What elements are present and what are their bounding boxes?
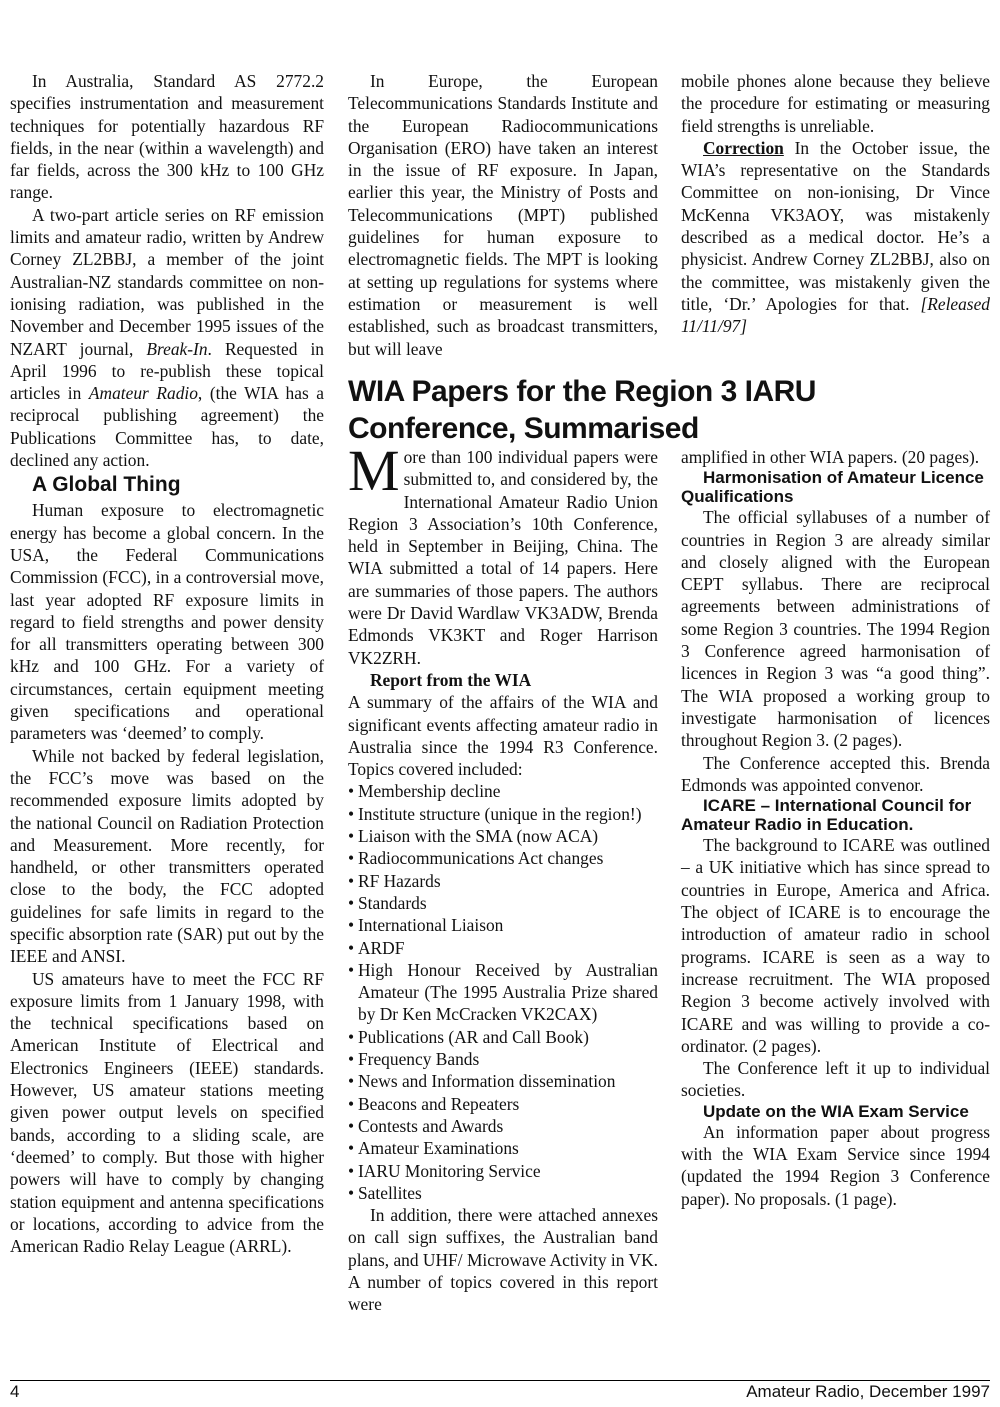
list-item: • Contests and Awards <box>348 1115 504 1136</box>
column-right-top <box>681 70 990 338</box>
list-item: • Beacons and Repeaters <box>348 1093 520 1114</box>
paragraph-as2772: In Australia, Standard AS 2772.2 specifies instrumentation and measurement techniques for potentially hazardous RF fields, in the near (within a wavelength) and far fields, across the 300 kHz to 100 GHz range. <box>10 71 324 203</box>
paragraph-icare-outcome: The Conference left it up to individual societies. <box>681 1058 990 1101</box>
journal-name: Break-In <box>146 338 208 359</box>
paragraph-europe-japan: In Europe, the European Telecommunications Standards Institute and the European Radiocommunications Organisation (ERO) have taken an interest in the issue of RF exposure. In Japan, earlier this year, the Ministry of Posts and Telecommunications (MPT) published guidelines for human exposure to electromagnetic fields. The MPT is looking at setting up regulations for systems where estimation or measurement is well established, such as broadcast transmitters, but will leave <box>348 71 658 359</box>
list-item: • Institute structure (unique in the region!) <box>348 803 642 824</box>
release-date: [Released 11/11/97] <box>681 293 990 337</box>
topics-list <box>348 780 658 1204</box>
paragraph-annexes-continued: amplified in other WIA papers. (20 pages). <box>681 447 980 467</box>
subheading-icare: ICARE – International Council for Amateur Radio in Education. <box>681 796 972 835</box>
column-middle-top <box>348 70 658 360</box>
paragraph-exam-service: An information paper about progress with the WIA Exam Service since 1994 (updated the 1994 Region 3 Conference paper). No proposals. (1 page). <box>681 1121 990 1209</box>
section-heading-global-thing: A Global Thing <box>32 473 181 497</box>
paragraph-mobile-phones: mobile phones alone because they believe the procedure for estimating or measuring field strengths is unreliable. <box>681 71 990 136</box>
subheading-report: Report from the WIA <box>370 669 532 690</box>
list-item: • High Honour Received by Australian Amateur (The 1995 Australia Prize shared by Dr Ken McCracken VK2CAX) <box>348 959 658 1025</box>
list-item: • News and Information dissemination <box>348 1071 616 1092</box>
drop-cap: M <box>348 438 400 503</box>
paragraph-annexes: In addition, there were attached annexes on call sign suffixes, the Australian band plans, and UHF/ Microwave Activity in VK. A number of topics covered in this report were <box>348 1205 658 1315</box>
paragraph-fcc-move: While not backed by federal legislation, the FCC’s move was based on the recommended exposure limits adopted by the national Council on Radiation Protection and Measurement. More recently, for handheld, or other transmitters operated close to the body, the FCC adopted guidelines for safe limits in regard to the specific absorption rate (SAR) put out by the IEEE and ANSI. <box>10 745 324 967</box>
paragraph-harmonisation-outcome: The Conference accepted this. Brenda Edmonds was appointed convenor. <box>681 752 990 795</box>
paragraph-intro: More than 100 individual papers were submitted to, and considered by, the International Amateur Radio Union Region 3 Association’s 10th Conference, held in September in Beijing, China. The WIA submitted a total of 14 papers. Here are summaries of those papers. The authors were Dr David Wardlaw VK3ADW, Brenda Edmonds VK3KT and Roger Harrison VK2ZRH. <box>348 438 658 668</box>
magazine-name: Amateur Radio <box>88 383 198 404</box>
list-item: • Standards <box>348 892 427 913</box>
paragraph-report-intro: A summary of the affairs of the WIA and significant events affecting amateur radio in Australia since the 1994 R3 Conference. Topics covered included: <box>348 692 658 780</box>
list-item: • Publications (AR and Call Book) <box>348 1026 589 1047</box>
paragraph-icare: The background to ICARE was outlined – a UK initiative which has since spread to countries in Europe, America and Africa. The object of ICARE is to encourage the introduction of amateur radio in school programs. ICARE is seen as a way to increase recruitment. The WIA proposed Region 3 become actively involved with ICARE and was willing to provide a co-ordinator. (2 pages). <box>681 835 990 1056</box>
page-number: 4 <box>10 1382 20 1401</box>
paragraph-human-exposure: Human exposure to electromagnetic energy has become a global concern. In the USA, the Federal Communications Commission (FCC), in a controversial move, last year adopted RF exposure limits in regard to field strengths and power density for all transmitters operating between 300 kHz and 100 GHz. For a variety of circumstances, certain equipment meeting given specifications and operational parameters was ‘deemed’ to comply. <box>10 500 324 744</box>
list-item: • International Liaison <box>348 915 504 936</box>
footer-divider <box>10 1380 990 1381</box>
article-title: WIA Papers for the Region 3 IARU Conference, Summarised <box>348 375 816 445</box>
list-item: • Amateur Examinations <box>348 1138 519 1159</box>
paragraph-article-series: A two-part article series on RF emission limits and amateur radio, written by Andrew Corney ZL2BBJ, a member of the joint Australian-NZ standards committee on non-ionising radiation, was published in the November and December 1995 issues of the NZART journal, Break-In. Requested in April 1996 to re-publish these topical articles in Amateur Radio, (the WIA has a reciprocal publishing agreement) the Publications Committee has, to date, declined any action. <box>10 204 325 471</box>
subheading-exam-service: Update on the WIA Exam Service <box>703 1101 969 1121</box>
list-item: • IARU Monitoring Service <box>348 1160 541 1181</box>
list-item: • Radiocommunications Act changes <box>348 848 604 869</box>
list-item: • Satellites <box>348 1182 422 1203</box>
publication-info: Amateur Radio, December 1997 <box>746 1382 990 1401</box>
column-right-article <box>681 446 990 1210</box>
list-item: • RF Hazards <box>348 870 441 891</box>
list-item: • Liaison with the SMA (now ACA) <box>348 826 599 847</box>
paragraph-harmonisation: The official syllabuses of a number of countries in Region 3 are already similar and closely aligned with the European CEPT syllabus. There are reciprocal agreements between administrations of some Region 3 countries. The 1994 Region 3 Conference agreed harmonisation of licences in Region 3 was “a good thing”. The WIA proposed a working group to investigate harmonisation of licences throughout Region 3. (2 pages). <box>681 507 990 751</box>
column-left <box>10 70 324 1257</box>
paragraph-correction: Correction In the October issue, the WIA’s representative on the Standards Committee on non-ionising, Dr Vince McKenna VK3AOY, was mistakenly described as a medical doctor. He’s a physicist. Andrew Corney ZL2BBJ, also on the committee, was mistakenly given the title, ‘Dr.’ Apologies for that. [Released 11/11/97] <box>681 137 990 337</box>
list-item: • ARDF <box>348 937 405 958</box>
paragraph-us-amateurs: US amateurs have to meet the FCC RF exposure limits from 1 January 1998, with the technical specifications based on American Institute of Electrical and Electronics Engineers (IEEE) standards. However, US amateur stations meeting given power output levels on specified bands, according to a sliding scale, are ‘deemed’ to comply. But those with higher powers will have to comply by changing station equipment and antenna specifications or locations, according to advice from the American Radio Relay League (ARRL). <box>10 968 324 1257</box>
correction-label: Correction <box>703 137 784 158</box>
subheading-harmonisation: Harmonisation of Amateur Licence Qualifications <box>681 468 984 507</box>
list-item: • Membership decline <box>348 781 501 802</box>
list-item: • Frequency Bands <box>348 1049 480 1070</box>
column-middle-article <box>348 438 658 1316</box>
